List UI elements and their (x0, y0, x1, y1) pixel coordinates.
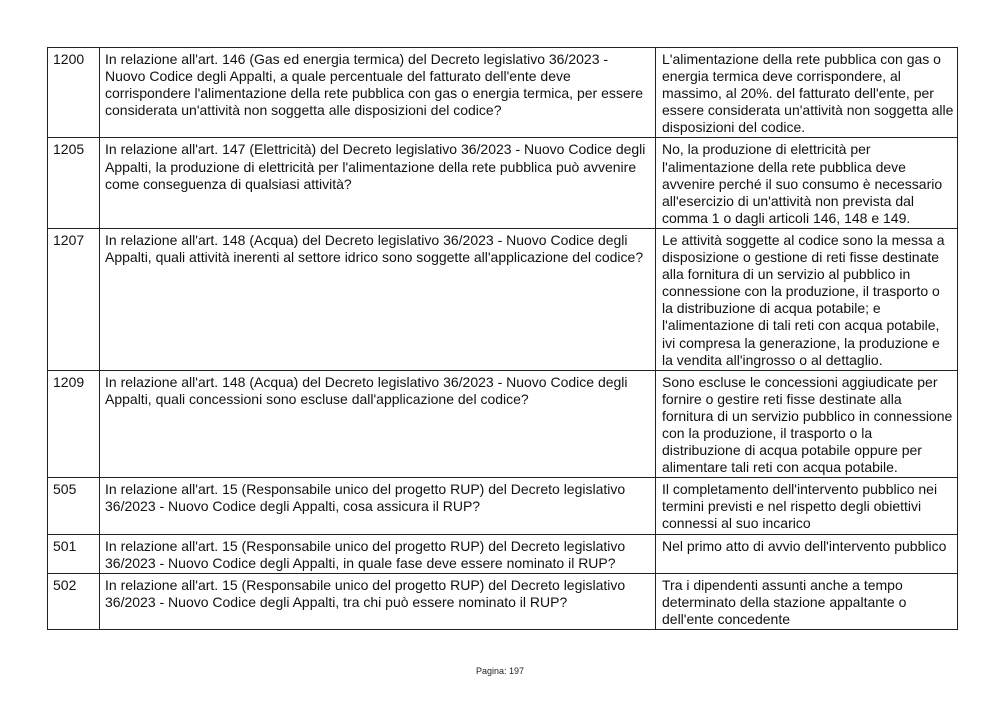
question-text: In relazione all'art. 147 (Elettricità) del Decreto legislativo 36/2023 - Nuovo Codice degli Appalti, la produzione di elettricità per l'alimentazione della rete pubblica può avvenire come conseguenza di qualsiasi attività? (100, 138, 656, 228)
question-text: In relazione all'art. 146 (Gas ed energia termica) del Decreto legislativo 36/2023 - Nuovo Codice degli Appalti, a quale percentuale del fatturato dell'ente deve corrispondere l'alimentazione della rete pubblica con gas o energia termica, per essere considerata un'attività non soggetta alle disposizioni del codice? (100, 48, 656, 138)
question-text: In relazione all'art. 15 (Responsabile unico del progetto RUP) del Decreto legislativo 36/2023 - Nuovo Codice degli Appalti, in quale fase deve essere nominato il RUP? (100, 534, 656, 573)
answer-text: Nel primo atto di avvio dell'intervento pubblico (656, 534, 958, 573)
question-text: In relazione all'art. 15 (Responsabile unico del progetto RUP) del Decreto legislativo 36/2023 - Nuovo Codice degli Appalti, tra chi può essere nominato il RUP? (100, 573, 656, 629)
answer-text: No, la produzione di elettricità per l'alimentazione della rete pubblica deve avvenire perché il suo consumo è necessario all'esercizio di un'attività non prevista dal comma 1 o dagli articoli 146, 148 e 149. (656, 138, 958, 228)
page-number: Pagina: 197 (475, 666, 525, 676)
question-id: 1209 (48, 370, 100, 478)
question-text: In relazione all'art. 148 (Acqua) del Decreto legislativo 36/2023 - Nuovo Codice degli Appalti, quali concessioni sono escluse dall'applicazione del codice? (100, 370, 656, 478)
answer-text: Sono escluse le concessioni aggiudicate per fornire o gestire reti fisse destinate alla fornitura di un servizio pubblico in connessione con la produzione, il trasporto o la distribuzione di acqua potabile oppure per alimentare tali reti con acqua potabile. (656, 370, 958, 478)
question-id: 1207 (48, 228, 100, 370)
answer-text: Il completamento dell'intervento pubblico nei termini previsti e nel rispetto degli obiettivi connessi al suo incarico (656, 478, 958, 534)
table-row (48, 228, 958, 370)
table-row (48, 138, 958, 228)
question-text: In relazione all'art. 15 (Responsabile unico del progetto RUP) del Decreto legislativo 36/2023 - Nuovo Codice degli Appalti, cosa assicura il RUP? (100, 478, 656, 534)
answer-text: L'alimentazione della rete pubblica con gas o energia termica deve corrispondere, al massimo, al 20%. del fatturato dell'ente, per essere considerata un'attività non soggetta alle disposizioni del codice. (656, 48, 958, 138)
table-row (48, 534, 958, 573)
question-id: 1205 (48, 138, 100, 228)
table-row (48, 573, 958, 629)
table-row (48, 370, 958, 478)
question-id: 1200 (48, 48, 100, 138)
answer-text: Le attività soggette al codice sono la messa a disposizione o gestione di reti fisse destinate alla fornitura di un servizio al pubblico in connessione con la produzione, il trasporto o la distribuzione di acqua potabile; e l'alimentazione di tali reti con acqua potabile, ivi compresa la generazione, la produzione e la vendita all'ingrosso o al dettaglio. (656, 228, 958, 370)
table-row (48, 478, 958, 534)
question-id: 501 (48, 534, 100, 573)
answer-text: Tra i dipendenti assunti anche a tempo determinato della stazione appaltante o dell'ente concedente (656, 573, 958, 629)
qa-table (47, 47, 958, 630)
table-row (48, 48, 958, 138)
question-id: 502 (48, 573, 100, 629)
question-text: In relazione all'art. 148 (Acqua) del Decreto legislativo 36/2023 - Nuovo Codice degli Appalti, quali attività inerenti al settore idrico sono soggette all'applicazione del codice? (100, 228, 656, 370)
question-id: 505 (48, 478, 100, 534)
